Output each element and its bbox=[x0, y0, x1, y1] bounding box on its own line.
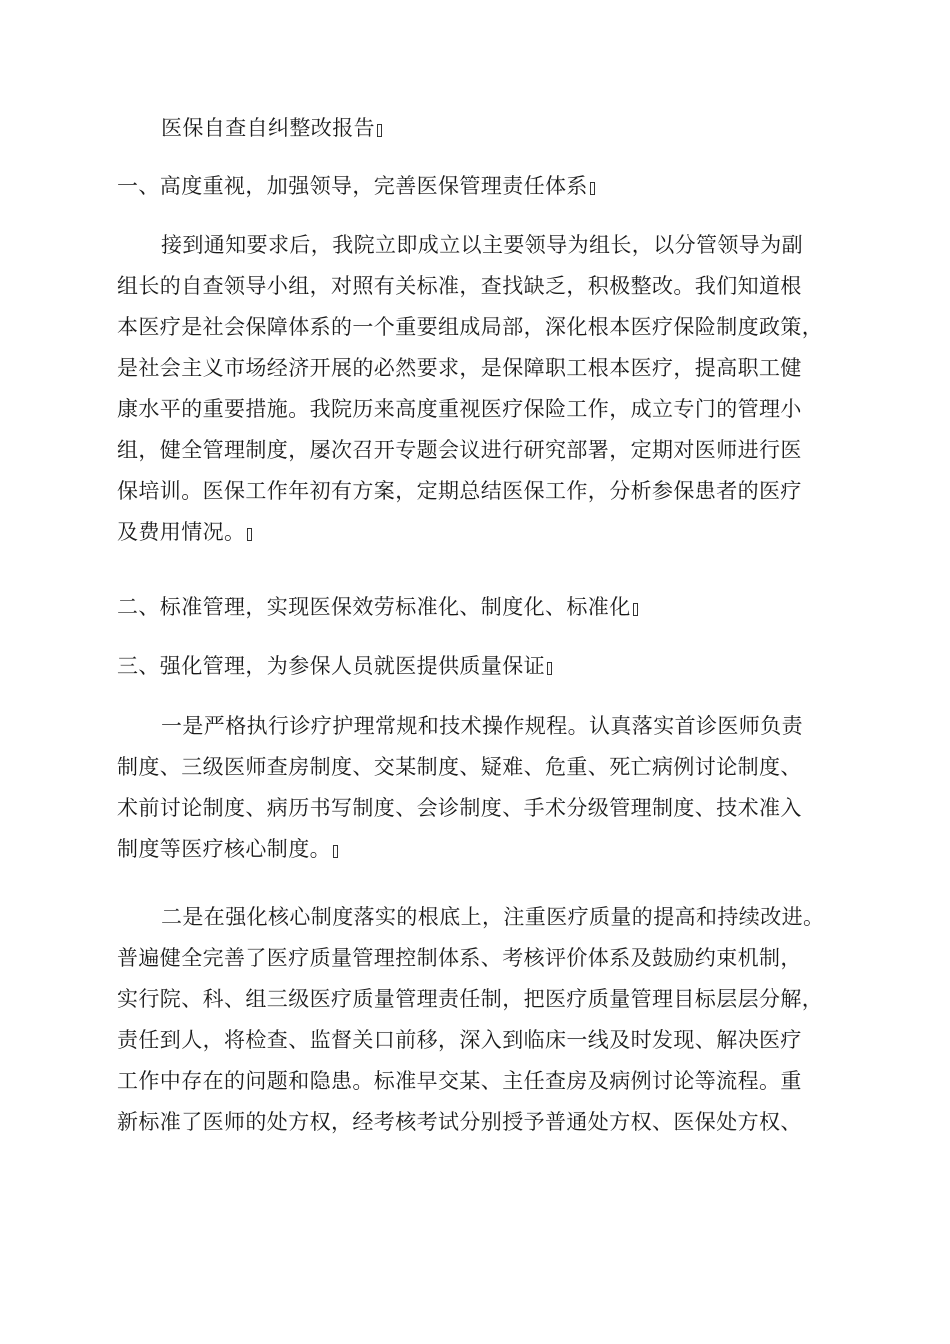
paragraph-2-line: 制度、三级医师查房制度、交某制度、疑难、危重、死亡病例讨论制度、 bbox=[117, 755, 802, 779]
paragraph-1-line: 本医疗是社会保障体系的一个重要组成局部，深化根本医疗保险制度政策， bbox=[117, 315, 824, 339]
paragraph-3-line: 普遍健全完善了医疗质量管理控制体系、考核评价体系及鼓励约束机制， bbox=[117, 946, 802, 970]
paragraph-2-line: 一是严格执行诊疗护理常规和技术操作规程。认真落实首诊医师负责 bbox=[161, 714, 803, 738]
paragraph-3-line: 二是在强化核心制度落实的根底上，注重医疗质量的提高和持续改进。 bbox=[161, 905, 825, 929]
paragraph-mark-icon bbox=[633, 603, 638, 616]
paragraph-3-line: 工作中存在的问题和隐患。标准早交某、主任查房及病例讨论等流程。重 bbox=[117, 1069, 802, 1093]
paragraph-mark-icon bbox=[377, 124, 382, 137]
paragraph-3-line: 实行院、科、组三级医疗质量管理责任制，把医疗质量管理目标层层分解， bbox=[117, 987, 824, 1011]
paragraph-1-line: 康水平的重要措施。我院历来高度重视医疗保险工作，成立专门的管理小 bbox=[117, 397, 802, 421]
paragraph-mark-icon bbox=[547, 662, 552, 675]
paragraph-1-line: 保培训。医保工作年初有方案，定期总结医保工作，分析参保患者的医疗 bbox=[117, 479, 802, 503]
paragraph-3-line: 新标准了医师的处方权，经考核考试分别授予普通处方权、医保处方权、 bbox=[117, 1110, 802, 1134]
paragraph-2-line: 术前讨论制度、病历书写制度、会诊制度、手术分级管理制度、技术准入 bbox=[117, 796, 802, 820]
paragraph-1-line: 及费用情况。 bbox=[117, 518, 252, 546]
paragraph-1-line: 组，健全管理制度，屡次召开专题会议进行研究部署，定期对医师进行医 bbox=[117, 438, 802, 462]
section-heading-3: 三、强化管理，为参保人员就医提供质量保证 bbox=[117, 652, 552, 680]
paragraph-1-line: 组长的自查领导小组，对照有关标准，查找缺乏，积极整改。我们知道根 bbox=[117, 274, 802, 298]
paragraph-3-line: 责任到人，将检查、监督关口前移，深入到临床一线及时发现、解决医疗 bbox=[117, 1028, 802, 1052]
paragraph-mark-icon bbox=[247, 528, 252, 541]
section-heading-1: 一、高度重视，加强领导，完善医保管理责任体系 bbox=[117, 172, 595, 200]
paragraph-2-line: 制度等医疗核心制度。 bbox=[117, 835, 338, 863]
section-heading-2: 二、标准管理，实现医保效劳标准化、制度化、标准化 bbox=[117, 593, 638, 621]
document-title: 医保自查自纠整改报告 bbox=[161, 114, 382, 142]
paragraph-mark-icon bbox=[590, 182, 595, 195]
paragraph-mark-icon bbox=[333, 845, 338, 858]
paragraph-1-line: 接到通知要求后，我院立即成立以主要领导为组长，以分管领导为副 bbox=[161, 233, 803, 257]
paragraph-1-line: 是社会主义市场经济开展的必然要求，是保障职工根本医疗，提高职工健 bbox=[117, 356, 802, 380]
